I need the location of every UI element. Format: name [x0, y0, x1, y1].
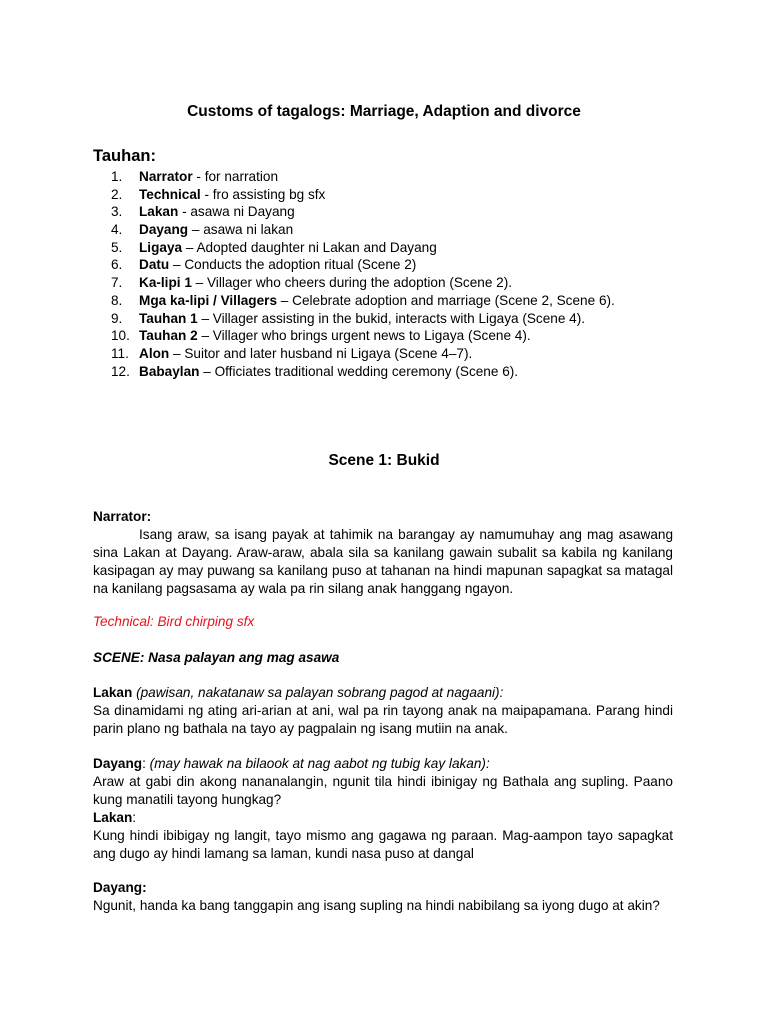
cast-description: – asawa ni lakan [188, 222, 294, 238]
cast-description: – Villager who cheers during the adoption (Scene 2). [191, 275, 513, 291]
cast-name: Alon [139, 345, 170, 361]
lakan-dialogue-1 [93, 684, 673, 738]
cast-number: 1. [111, 169, 123, 184]
dayang-dialogue-2 [93, 879, 673, 915]
cast-item [111, 168, 615, 186]
dialogue-text: Ngunit, handa ka bang tanggapin ang isang supling na hindi nabibilang sa iyong dugo at akin? [93, 898, 660, 913]
cast-name: Tauhan 2 [139, 328, 198, 344]
speaker-name: Lakan [93, 685, 133, 700]
cast-item [111, 310, 615, 328]
cast-number: 6. [111, 257, 123, 273]
cast-description: – Villager assisting in the bukid, interacts with Ligaya (Scene 4). [197, 310, 586, 326]
cast-number: 11. [111, 345, 129, 361]
cast-description: – Conducts the adoption ritual (Scene 2) [169, 257, 417, 273]
speaker-name: Dayang [93, 756, 143, 771]
stage-direction: (pawisan, nakatanaw sa palayan sobrang pagod at nagaani): [132, 685, 504, 700]
cast-number: 10. [111, 328, 130, 344]
cast-description: – Officiates traditional wedding ceremony (Scene 6). [199, 363, 519, 379]
cast-number: 2. [111, 186, 123, 202]
cast-number: 9. [111, 310, 123, 326]
cast-item [111, 203, 615, 221]
cast-name: Mga ka-lipi / Villagers [139, 292, 278, 308]
stage-direction: (may hawak na bilaook at nag aabot ng tubig kay lakan): [149, 756, 490, 771]
narrator-block [93, 508, 673, 598]
cast-name: Dayang [139, 222, 189, 238]
speaker-name: Dayang: [93, 880, 147, 895]
cast-name: Ka-lipi 1 [139, 275, 192, 291]
scene-title: Scene 1: Bukid [328, 452, 440, 469]
cast-item [111, 221, 615, 239]
cast-description: – Suitor and later husband ni Ligaya (Scene 4–7). [169, 345, 473, 361]
cast-number: 8. [111, 292, 123, 308]
cast-number: 7. [111, 275, 123, 291]
narrator-label: Narrator: [93, 509, 152, 524]
dialogue-text: Sa dinamidami ng ating ari-arian at ani, wal pa rin tayong anak na maipapamana. Parang hindi parin plano ng bathala na tayo ay pagpalain ng isang mutiin na anak. [93, 703, 673, 736]
cast-item [111, 186, 615, 204]
cast-description: - asawa ni Dayang [178, 204, 295, 220]
cast-number: 5. [111, 239, 123, 255]
cast-name: Datu [139, 257, 170, 273]
cast-item [111, 345, 615, 363]
cast-item [111, 274, 615, 292]
dialogue-text: Kung hindi ibibigay ng langit, tayo mismo ang gagawa ng paraan. Mag-aampon tayo sapagkat ang dugo ay hindi lamang sa laman, kundi nasa puso at dangal [93, 828, 673, 861]
cast-name: Tauhan 1 [139, 310, 198, 326]
cast-number: 3. [111, 204, 123, 220]
cast-item [111, 239, 615, 257]
cast-description: – Villager who brings urgent news to Ligaya (Scene 4). [197, 328, 531, 344]
cast-description: - for narration [192, 169, 279, 184]
dialogue-text: Araw at gabi din akong nananalangin, ngunit tila hindi ibinigay ng Bathala ang supling. Paano kung manatili tayong hungkag? [93, 774, 673, 807]
cast-number: 12. [111, 363, 130, 379]
cast-number: 4. [111, 222, 123, 238]
cast-description: - fro assisting bg sfx [200, 186, 326, 202]
speaker-colon: : [142, 756, 150, 771]
cast-description: – Celebrate adoption and marriage (Scene 2, Scene 6). [277, 292, 615, 308]
cast-name: Narrator [139, 169, 193, 184]
narrator-text: Isang araw, sa isang payak at tahimik na barangay ay namumuhay ang mag asawang sina Lakan at Dayang. Araw-araw, abala sila sa kanilang gawain subalit sa kabila ng kanilang kasipagan ay may puwang sa kanilang puso at tahanan na hindi mapunan sapagkat sa matagal na kanilang pagsasama ay wala pa rin silang anak hanggang ngayon. [93, 527, 673, 596]
cast-name: Lakan [139, 204, 179, 220]
cast-description: – Adopted daughter ni Lakan and Dayang [182, 239, 437, 255]
cast-name: Technical [139, 186, 201, 202]
speaker-name: Lakan [93, 810, 133, 825]
cast-item [111, 292, 615, 310]
scene-direction: SCENE: Nasa palayan ang mag asawa [93, 650, 340, 665]
technical-cue: Technical: Bird chirping sfx [93, 614, 255, 629]
cast-item [111, 256, 615, 274]
cast-heading: Tauhan: [93, 147, 156, 165]
cast-name: Ligaya [139, 239, 183, 255]
dayang-dialogue-1 [93, 755, 673, 863]
cast-list [111, 168, 615, 380]
speaker-colon: : [132, 810, 137, 825]
document-title: Customs of tagalogs: Marriage, Adaption and divorce [187, 103, 581, 120]
cast-name: Babaylan [139, 363, 200, 379]
cast-item [111, 327, 615, 345]
cast-item [111, 363, 615, 381]
